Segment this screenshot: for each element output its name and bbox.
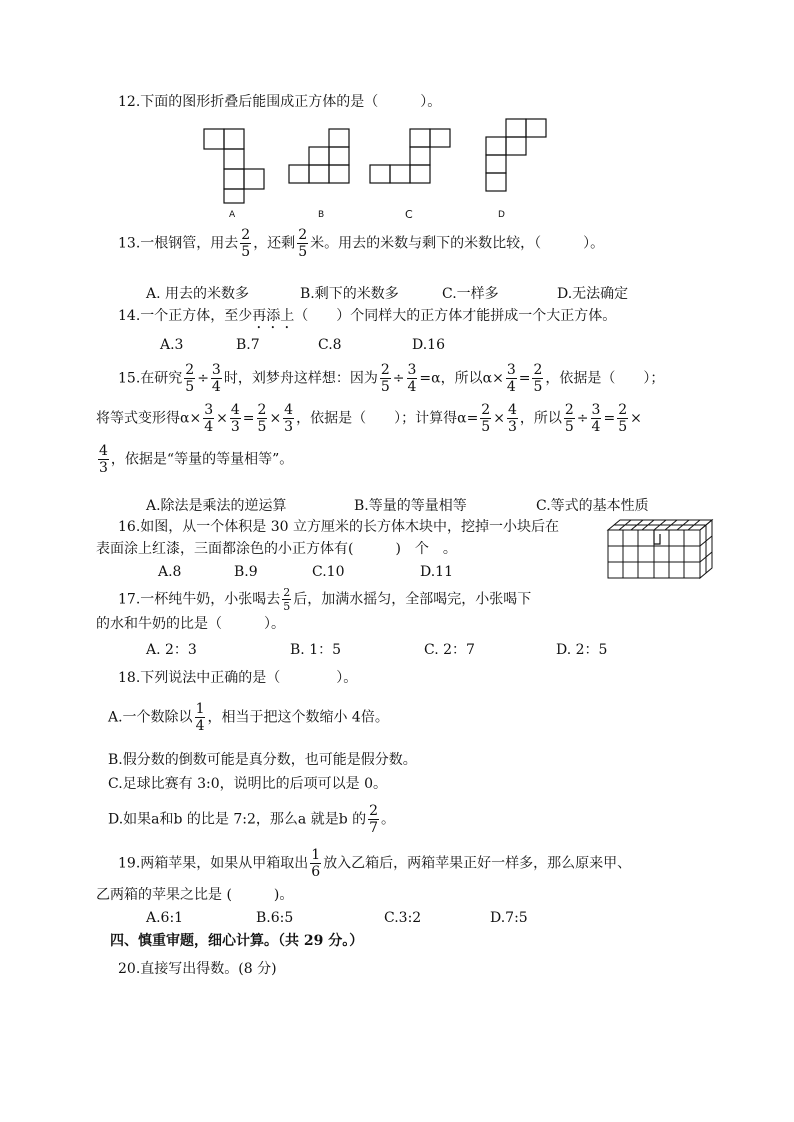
q13-fraction-used: $\frac{2}{5}$ [241, 227, 251, 260]
q15-line-3: $\frac{4}{3}$ ，依据是“等量的等量相等”。 [99, 443, 294, 476]
q19-line-1: 19.两箱苹果，如果从甲箱取出 $\frac{1}{6}$ 放入乙箱后，两箱苹果正好一样多，那么原来甲、 [118, 847, 632, 880]
q17-option-d: D. 2：5 [556, 642, 608, 658]
q15-line-1: 15.在研究 $\frac{2}{5}$ ÷ $\frac{3}{4}$ 时，刘梦舟这样想：因为 $\frac{2}{5}$ ÷ $\frac{3}{4}$ =α，所以α× $\frac{3}{4}$ = $\frac{2}{5}$ ，依据是（ ）； [118, 362, 665, 395]
cube-net-b [285, 125, 355, 185]
cube-net-a [200, 125, 270, 205]
q13-option-a: A. 用去的米数多 [146, 286, 250, 302]
q16-option-a: A.8 [158, 564, 182, 580]
net-label-d: D [498, 210, 505, 220]
q15-option-b: B.等量的等量相等 [354, 498, 467, 514]
net-label-a: A [229, 210, 236, 220]
q13-text-c: 米。用去的米数与剩下的米数比较，（ ）。 [310, 235, 605, 252]
cube-net-d [482, 115, 552, 195]
q20-text: 20.直接写出得数。(8 分) [118, 961, 277, 977]
q15-option-c: C.等式的基本性质 [536, 498, 649, 514]
q14-text-b: （ ）个同样大的正方体才能拼成一个大正方体。 [294, 308, 617, 324]
q13-line [118, 228, 604, 259]
q13-text-b: ，还剩 [253, 235, 296, 252]
q17-line-1: 17.一杯纯牛奶，小张喝去 $\frac{2}{5}$ 后，加满水摇匀，全部喝完，小张喝下 [118, 586, 532, 613]
q17-option-b: B. 1：5 [290, 642, 342, 658]
q19-option-d: D.7:5 [490, 910, 528, 926]
q14-option-a: A.3 [160, 337, 184, 353]
q17-option-c: C. 2：7 [424, 642, 475, 658]
q14-option-d: D.16 [412, 337, 445, 353]
q15-line-2: 将等式变形得α× $\frac{3}{4}$ × $\frac{4}{3}$ = $\frac{2}{5}$ × $\frac{4}{3}$ ，依据是（ ）；计算得α= $\frac{2}{5}$ × $\frac{4}{3}$ ，所以 $\frac{2}{5}$ ÷ $\frac{3}{4}$ = $\frac{2}{5}$ × [96, 402, 642, 435]
section-4-heading: 四、慎重审题，细心计算。（共 29 分。） [110, 933, 364, 949]
q18-statement-b: B.假分数的倒数可能是真分数，也可能是假分数。 [108, 752, 417, 768]
q13-option-c: C.一样多 [442, 286, 499, 302]
q16-option-c: C.10 [312, 564, 345, 580]
q17-option-a: A. 2：3 [146, 642, 197, 658]
q14-text-emphasis: 再添上 [252, 308, 295, 324]
q19-option-c: C.3:2 [384, 910, 422, 926]
cube-net-c [368, 125, 458, 185]
q14-line [118, 308, 616, 332]
q19-line-2: 乙两箱的苹果之比是 ( )。 [96, 887, 294, 903]
q16-line-1: 16.如图，从一个体积是 30 立方厘米的长方体木块中，挖掉一小块后在 [118, 519, 559, 535]
q16-option-d: D.11 [420, 564, 453, 580]
q13-text-a: 13.一根钢管，用去 [118, 235, 239, 252]
q12-text: 12.下面的图形折叠后能围成正方体的是（ ）。 [118, 94, 442, 110]
q13-option-b: B.剩下的米数多 [300, 286, 399, 302]
q17-line-2: 的水和牛奶的比是（ ）。 [96, 616, 285, 632]
cuboid-figure [604, 518, 716, 582]
net-label-c: C [405, 208, 413, 221]
q16-option-b: B.9 [234, 564, 258, 580]
q19-option-a: A.6:1 [146, 910, 184, 926]
q14-text-a: 14.一个正方体，至少 [118, 308, 253, 324]
q18-statement-a: A.一个数除以 $\frac{1}{4}$ ，相当于把这个数缩小 4倍。 [108, 701, 389, 734]
q18-text: 18.下列说法中正确的是（ ）。 [118, 670, 358, 686]
q18-statement-c: C.足球比赛有 3:0，说明比的后项可以是 0。 [108, 776, 388, 792]
q19-option-b: B.6:5 [256, 910, 294, 926]
net-label-b: B [318, 210, 325, 220]
q14-option-b: B.7 [236, 337, 260, 353]
q18-statement-d: D.如果a和b 的比是 7:2，那么a 就是b 的 $\frac{2}{7}$ 。 [108, 803, 396, 836]
q16-line-2: 表面涂上红漆，三面都涂色的小正方体有( ) 个 。 [96, 541, 457, 557]
q13-fraction-left: $\frac{2}{5}$ [298, 227, 308, 260]
q13-option-d: D.无法确定 [557, 286, 629, 302]
q15-option-a: A.除法是乘法的逆运算 [146, 498, 287, 514]
q14-option-c: C.8 [318, 337, 342, 353]
